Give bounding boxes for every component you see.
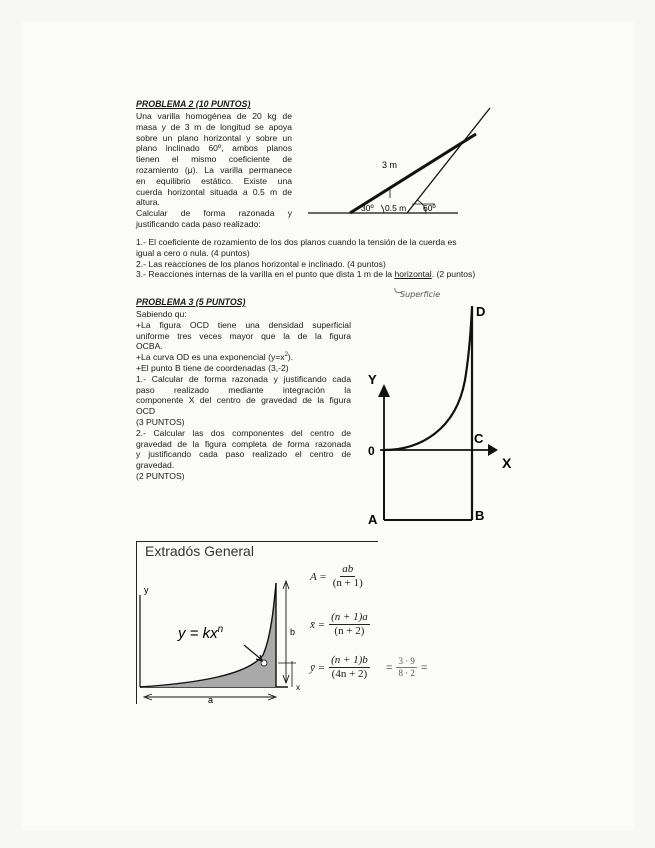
p3-line: paso realizado mediante integración la xyxy=(136,384,351,395)
axis-y-label: y xyxy=(144,585,149,595)
xbar-numerator: (n + 1)a xyxy=(331,611,368,623)
label-x: X xyxy=(502,455,512,471)
formula-area xyxy=(310,563,365,590)
p2-line: plano inclinado 60º, ambos planos xyxy=(136,143,292,154)
p3-line: +La figura OCD tiene una densidad superficial xyxy=(136,319,351,330)
inclined-plane xyxy=(407,108,490,213)
p3-line: gravedad. xyxy=(136,460,175,471)
p2-line: tienen el mismo coeficiente de xyxy=(136,154,292,165)
q3-line xyxy=(136,269,475,280)
ocd-figure xyxy=(360,300,530,530)
handwritten-superficie: Superficie xyxy=(400,290,441,299)
p3-line: +El punto B tiene de coordenadas (3,-2) xyxy=(136,362,289,373)
formula-ybar-frac xyxy=(329,654,370,681)
p2-line: en equilibrio estático. Existe una xyxy=(136,175,292,186)
p2-line: Calcular de forma razonada y xyxy=(136,208,292,219)
p3-line: (3 PUNTOS) xyxy=(136,416,185,427)
problem2-title: PROBLEMA 2 (10 PUNTOS) xyxy=(136,99,251,109)
area-numerator: ab xyxy=(342,563,354,575)
p3-exponent: 2 xyxy=(284,352,288,359)
axis-x-label: x xyxy=(296,683,300,692)
formula-area-lhs: A = xyxy=(310,570,327,583)
rod xyxy=(350,134,476,213)
height-label: 0.5 m xyxy=(385,203,407,213)
hand-frac xyxy=(396,656,417,679)
angle-30-label: 30º xyxy=(361,203,374,213)
p2-line: sobre un plano horizontal y sobre un xyxy=(136,132,292,143)
p2-line: rozamiento (μ). La varilla permanece xyxy=(136,164,292,175)
formula-ybar xyxy=(310,654,370,681)
p3-line: uniforme tres veces mayor que la de la figura xyxy=(136,330,351,341)
area-denominator: (n + 1) xyxy=(332,577,363,589)
problem2-questions xyxy=(136,237,475,280)
p3-line: 2.- Calcular las dos componentes del centro de xyxy=(136,427,351,438)
b-label: b xyxy=(290,627,296,637)
problem3-body xyxy=(136,309,351,482)
y-axis-arrow xyxy=(378,384,390,397)
q3-text: 3.- Reacciones internas de la varilla en el punto que dista 1 m de la xyxy=(136,269,395,280)
p3-line: Sabiendo qu: xyxy=(136,309,187,319)
ybar-numerator: (n + 1)b xyxy=(331,654,368,666)
rod-figure xyxy=(300,104,500,224)
formula-area-frac xyxy=(331,563,365,590)
formula-xbar-lhs: x̄ = xyxy=(310,618,326,631)
p3-exp-tail: ). xyxy=(287,352,294,363)
x-axis-arrow xyxy=(488,444,498,456)
p3-line: gravedad de la figura completa de forma razonada xyxy=(136,438,351,449)
angle-60-label: 60º xyxy=(423,203,436,213)
p2-line: masa y de 3 m de longitud se apoya xyxy=(136,121,292,132)
xbar-denominator: (n + 2) xyxy=(334,625,365,637)
curve-eq-exp: n xyxy=(217,624,224,635)
curve-od xyxy=(384,308,472,450)
label-o: 0 xyxy=(368,444,375,458)
label-a: A xyxy=(368,512,378,527)
problem3-title: PROBLEMA 3 (5 PUNTOS) xyxy=(136,297,246,307)
a-label: a xyxy=(208,695,214,705)
formula-xbar xyxy=(310,611,370,638)
hand-numerator: 3 · 9 xyxy=(398,656,415,666)
extrados-figure xyxy=(138,575,310,705)
p3-exp-text: +La curva OD es una exponencial (y=x xyxy=(136,352,285,363)
q3-underlined: horizontal xyxy=(394,269,432,280)
q3-tail: . (2 puntos) xyxy=(431,269,476,280)
p2-line: Una varilla homogénea de 20 kg de xyxy=(136,111,292,121)
label-c: C xyxy=(474,431,484,446)
label-b: B xyxy=(475,508,485,523)
handwritten-calc xyxy=(386,656,427,679)
angle-arc-left xyxy=(381,205,384,213)
formula-ybar-lhs: ȳ = xyxy=(310,661,326,674)
extrados-title: Extradós General xyxy=(145,543,254,559)
p3-line: (2 PUNTOS) xyxy=(136,470,185,481)
formula-xbar-frac xyxy=(329,611,370,638)
q2-line: 2.- Las reacciones de los planos horizontal e inclinado. (4 puntos) xyxy=(136,258,386,269)
q1-line: 1.- El coeficiente de rozamiento de los dos planos cuando la tensión de la cuerda es xyxy=(136,237,457,247)
problem2-intro xyxy=(136,111,292,230)
q1-line: igual a cero o nula. (4 puntos) xyxy=(136,247,250,258)
p2-line: justificando cada paso realizado: xyxy=(136,218,261,229)
rod-length-label: 3 m xyxy=(382,160,398,170)
p3-line: 1.- Calcular de forma razonada y justificando cada xyxy=(136,373,351,384)
handwritten-annotation xyxy=(390,280,460,300)
p2-line: altura. xyxy=(136,197,160,208)
hand-equals-2: = xyxy=(420,661,428,674)
p3-line: componente X del centro de gravedad de la figura xyxy=(136,395,351,406)
ybar-denominator: (4n + 2) xyxy=(331,668,368,680)
curve-equation xyxy=(177,624,224,642)
label-y: Y xyxy=(368,372,377,387)
p2-line: cuerda horizontal situada a 0.5 m de xyxy=(136,186,292,197)
hand-equals: = xyxy=(386,661,393,674)
p3-line: OCD xyxy=(136,406,156,417)
hand-denominator: 8 · 2 xyxy=(398,668,415,678)
pointer-line xyxy=(244,645,262,660)
label-d: D xyxy=(476,304,486,319)
p3-line: y justificando cada paso realizado el centro de xyxy=(136,449,351,460)
p3-line xyxy=(136,352,351,363)
p3-line: OCBA. xyxy=(136,341,163,352)
curve-eq-text: y = kx xyxy=(178,625,218,642)
